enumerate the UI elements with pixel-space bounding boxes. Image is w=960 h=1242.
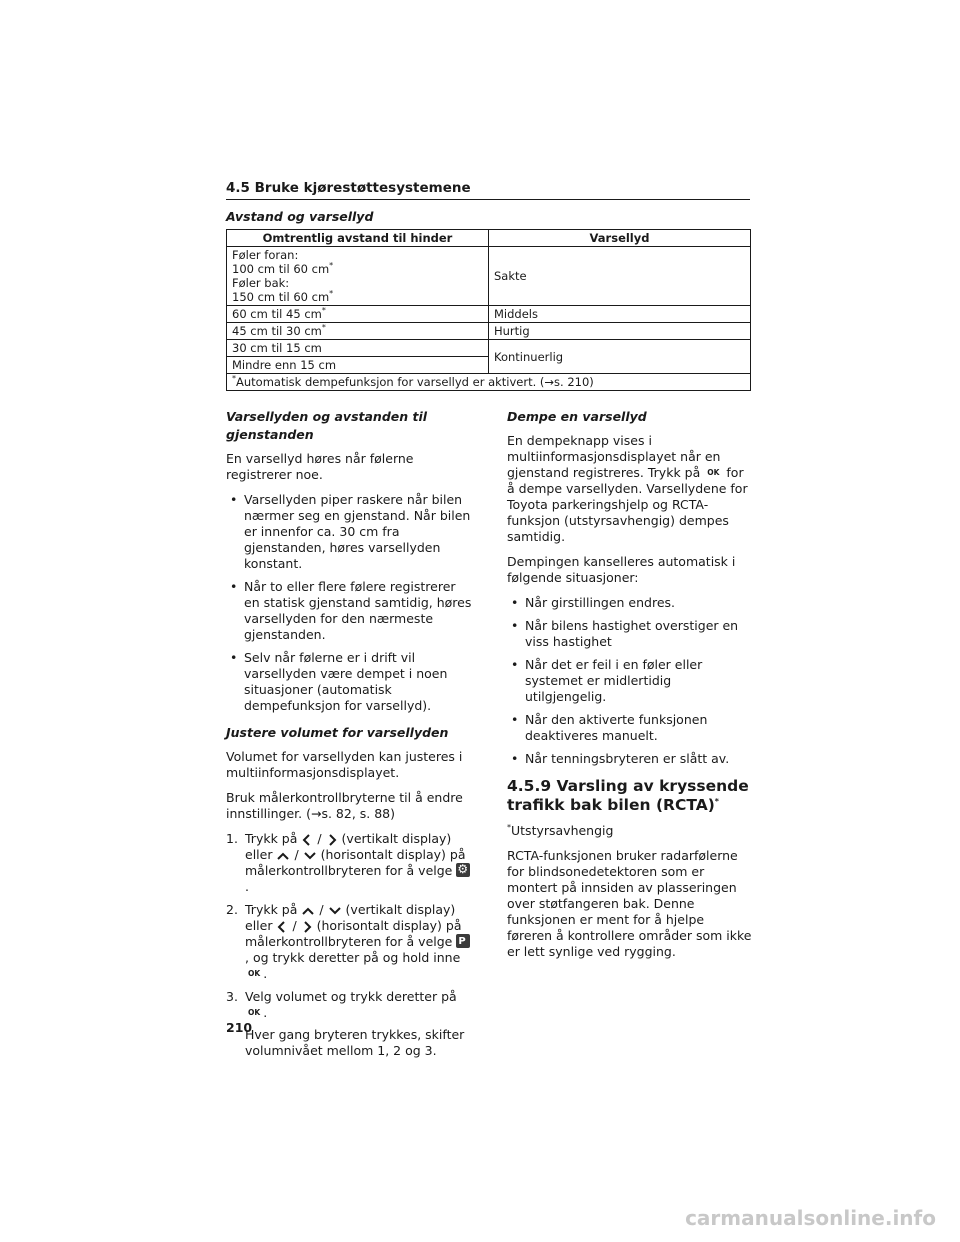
chevron-right-icon: [301, 920, 313, 934]
chevron-up-icon: [301, 905, 315, 917]
right-column: [507, 408, 753, 969]
paragraph: Bruk målerkontrollbryterne til å endre innstillinger. (→s. 82, s. 88): [226, 790, 463, 821]
cell-distance: Mindre enn 15 cm: [227, 357, 489, 374]
list-item: • Når tenningsbryteren er slått av.: [507, 751, 753, 767]
section-header: 4.5 Bruke kjørestøttesystemene: [226, 180, 750, 200]
table-row: [227, 306, 751, 323]
step-item: 1. Trykk på / (vertikalt display) eller / (horisontalt display) på målerkontrollbryteren for å velge ⚙.: [226, 831, 474, 895]
left-column: [226, 408, 474, 1066]
subsection-title: Justere volumet for varsellyden: [226, 725, 449, 740]
cell-distance: 60 cm til 45 cm*: [227, 306, 489, 323]
cell-distance: 45 cm til 30 cm*: [227, 323, 489, 340]
ok-button-icon: OK: [707, 468, 720, 477]
list-item: • Selv når følerne er i drift vil varsellyden være dempet i noen situasjoner (automatisk dempefunksjon for varsellyd).: [226, 650, 474, 714]
header-sound: Varsellyd: [489, 230, 751, 247]
list-item: • Når det er feil i en føler eller systemet er midlertidig utilgjengelig.: [507, 657, 753, 705]
subsection-title: Varsellyden og avstanden til gjenstanden: [226, 409, 428, 442]
table-footnote-row: [227, 374, 751, 391]
cell-sound: Hurtig: [489, 323, 751, 340]
chevron-right-icon: [326, 833, 338, 847]
list-item: • Når to eller flere følere registrerer en statisk gjenstand samtidig, høres varsellyden for den nærmeste gjenstanden.: [226, 579, 474, 643]
parking-sensor-icon: [456, 934, 470, 948]
bullet-list: [226, 492, 474, 714]
cell-distance: Føler foran: 100 cm til 60 cm* Føler bak: 150 cm til 60 cm*: [227, 247, 489, 306]
equipment-note: *Utstyrsavhengig: [507, 822, 614, 838]
paragraph: Dempingen kanselleres automatisk i følgende situasjoner:: [507, 554, 736, 585]
list-item: • Varsellyden piper raskere når bilen nærmer seg en gjenstand. Når bilen er innenfor ca. 30 cm fra gjenstanden, høres varsellyden konstant.: [226, 492, 474, 572]
list-item: • Når bilens hastighet overstiger en viss hastighet: [507, 618, 753, 650]
table-row: [227, 323, 751, 340]
list-item: • Når den aktiverte funksjonen deaktiveres manuelt.: [507, 712, 753, 744]
watermark: carmanualsonline.info: [685, 1206, 936, 1230]
table-header-row: [227, 230, 751, 247]
table-row: [227, 247, 751, 306]
step-item: 3. Velg volumet og trykk deretter på OK . Hver gang bryteren trykkes, skifter volumnivået mellom 1, 2 og 3.: [226, 989, 474, 1059]
cell-distance: 30 cm til 15 cm: [227, 340, 489, 357]
paragraph: En varsellyd høres når følerne registrerer noe.: [226, 451, 414, 482]
chevron-up-icon: [276, 850, 290, 862]
table-footnote: *Automatisk dempefunksjon for varsellyd er aktivert. (→s. 210): [227, 374, 751, 391]
header-distance: Omtrentlig avstand til hinder: [227, 230, 489, 247]
paragraph: Volumet for varsellyden kan justeres i multiinformasjonsdisplayet.: [226, 749, 463, 780]
section-heading: 4.5.9 Varsling av kryssende trafikk bak bilen (RCTA)*: [507, 777, 749, 814]
bullet-list: [507, 595, 753, 767]
cell-sound: Sakte: [489, 247, 751, 306]
page-number: 210: [226, 1020, 253, 1035]
paragraph: RCTA-funksjonen bruker radarfølerne for blindsonedetektoren som er montert på innsiden av plasseringen over støtfangeren bak. Denne funksjonen er ment for å hjelpe føreren å kontrollere områder som ikke er lett synlige ved rygging.: [507, 848, 752, 959]
chevron-down-icon: [303, 850, 317, 862]
cell-sound: Middels: [489, 306, 751, 323]
list-item: • Når girstillingen endres.: [507, 595, 753, 611]
cell-sound: Kontinuerlig: [489, 340, 751, 374]
chevron-left-icon: [276, 920, 288, 934]
chevron-down-icon: [328, 905, 342, 917]
chevron-left-icon: [301, 833, 313, 847]
table-title: Avstand og varsellyd: [226, 209, 374, 224]
table-row: [227, 340, 751, 357]
settings-gear-icon: [456, 863, 470, 877]
step-item: 2. Trykk på / (vertikalt display) eller / (horisontalt display) på målerkontrollbryteren for å velge P, og trykk deretter på og hold inne OK .: [226, 902, 474, 982]
ok-button-icon: OK: [248, 1008, 261, 1017]
step-note: Hver gang bryteren trykkes, skifter volumnivået mellom 1, 2 og 3.: [245, 1027, 465, 1058]
paragraph: En dempeknapp vises i multiinformasjonsdisplayet når en gjenstand registreres. Trykk på OK for å dempe varsellyden. Varsellydene for Toyota parkeringshjelp og RCTA-funksjon (utstyrsavhengig) dempes samtidig.: [507, 433, 748, 544]
ok-button-icon: OK: [248, 969, 261, 978]
subsection-title: Dempe en varsellyd: [507, 409, 647, 424]
distance-sound-table: [226, 229, 751, 391]
step-list: [226, 831, 474, 1059]
